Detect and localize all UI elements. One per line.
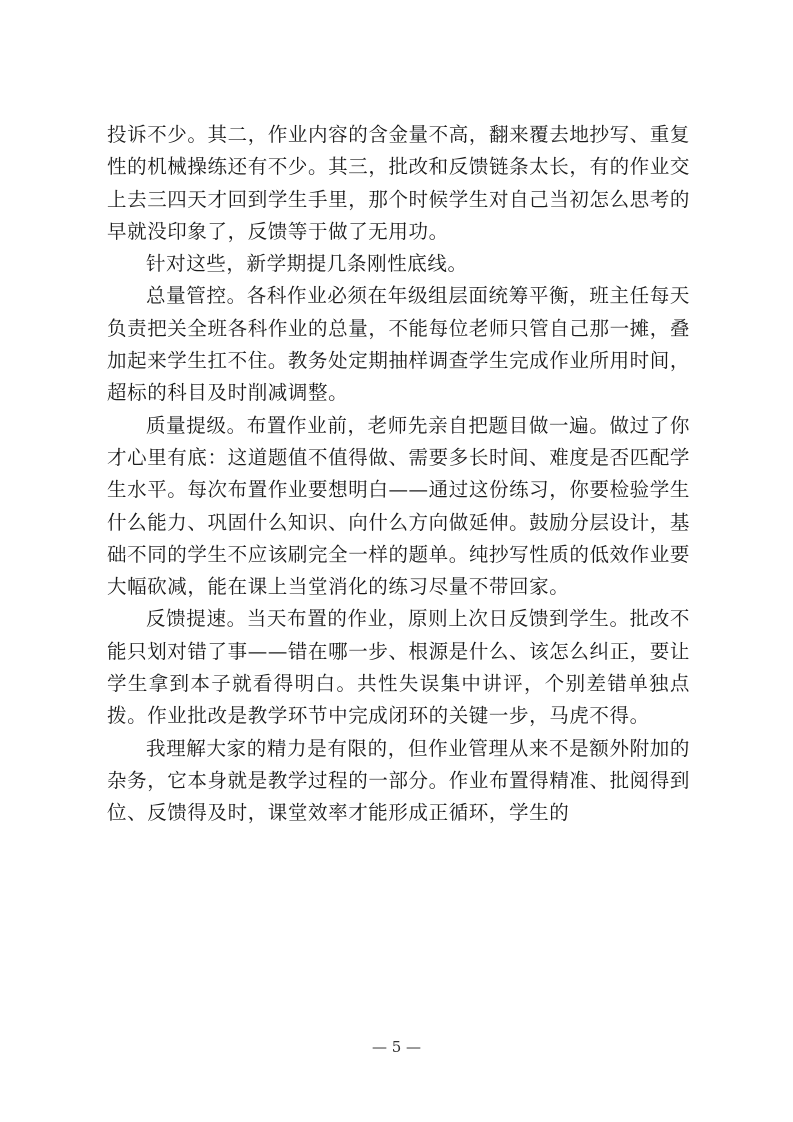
page-number: — 5 — [371, 1038, 422, 1056]
paragraph-6: 我理解大家的精力是有限的，但作业管理从来不是额外附加的杂务，它本身就是教学过程的一部分。作业布置得精准、批阅得到位、反馈得及时，课堂效率才能形成正循环，学生的 [107, 736, 690, 825]
paragraph-3: 总量管控。各科作业必须在年级组层面统筹平衡，班主任每天负责把关全班各科作业的总量，不能每位老师只管自己那一摊，叠加起来学生扛不住。教务处定期抽样调查学生完成作业所用时间，超标的科目及时削减调整。 [107, 284, 690, 405]
paragraph-1: 投诉不少。其二，作业内容的含金量不高，翻来覆去地抄写、重复性的机械操练还有不少。其三，批改和反馈链条太长，有的作业交上去三四天才回到学生手里，那个时候学生对自己当初怎么思考的早就没印象了，反馈等于做了无用功。 [107, 123, 690, 243]
paragraph-2: 针对这些，新学期提几条刚性底线。 [146, 252, 468, 276]
body-text [107, 119, 690, 830]
paragraph-5: 反馈提速。当天布置的作业，原则上次日反馈到学生。批改不能只划对错了事——错在哪一步、根源是什么、该怎么纠正，要让学生拿到本子就看得明白。共性失误集中讲评，个别差错单独点拨。作业批改是教学环节中完成闭环的关键一步，马虎不得。 [107, 607, 690, 728]
paragraph-4: 质量提级。布置作业前，老师先亲自把题目做一遍。做过了你才心里有底：这道题值不值得做、需要多长时间、难度是否匹配学生水平。每次布置作业要想明白——通过这份练习，你要检验学生什么能力、巩固什么知识、向什么方向做延伸。鼓励分层设计，基础不同的学生不应该刷完全一样的题单。纯抄写性质的低效作业要大幅砍减，能在课上当堂消化的练习尽量不带回家。 [107, 413, 690, 599]
